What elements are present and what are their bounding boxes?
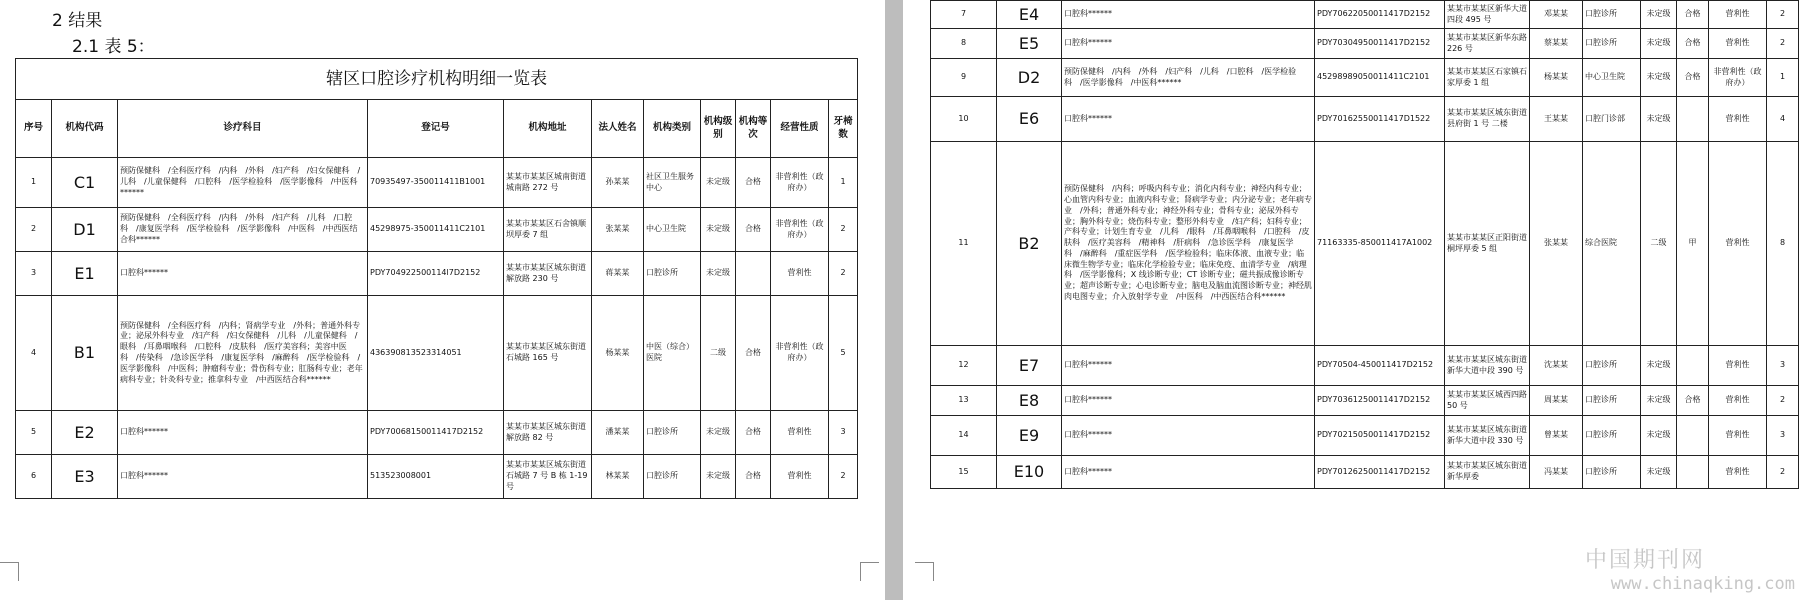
- cell-code: E7: [997, 346, 1062, 386]
- cell-legal: 张某某: [1530, 142, 1583, 346]
- header-cell: 机构地址: [504, 100, 592, 158]
- cell-grade: 合格: [1677, 29, 1709, 59]
- header-cell: 登记号: [368, 100, 504, 158]
- header-cell: 机构等次: [736, 100, 771, 158]
- cell-code: E3: [52, 455, 118, 499]
- cell-reg: 45298989050011411C2101: [1315, 59, 1445, 97]
- cell-reg: 45298975-350011411C2101: [368, 208, 504, 252]
- cell-seq: 10: [931, 97, 997, 142]
- table-row: [931, 1, 1799, 29]
- cell-nature: 营利性: [771, 252, 829, 296]
- cell-addr: 某某市某某区新华东路 226 号: [1445, 29, 1530, 59]
- cell-chairs: 5: [829, 296, 858, 411]
- table-row: [16, 208, 858, 252]
- cell-type: 口腔诊所: [644, 455, 701, 499]
- cell-grade: [736, 252, 771, 296]
- cell-seq: 1: [16, 158, 52, 208]
- cell-grade: 合格: [1677, 59, 1709, 97]
- cell-seq: 15: [931, 456, 997, 489]
- table-row: [931, 29, 1799, 59]
- cell-nature: 营利性: [1709, 29, 1767, 59]
- cell-reg: PDY70215050011417D2152: [1315, 416, 1445, 456]
- cell-reg: 70935497-350011411B1001: [368, 158, 504, 208]
- cell-legal: 杨某某: [592, 296, 644, 411]
- cell-code: E9: [997, 416, 1062, 456]
- cell-grade: 合格: [736, 411, 771, 455]
- page-corner-mark: [0, 562, 19, 581]
- cell-addr: 某某市某某区城东街道石城路 165 号: [504, 296, 592, 411]
- cell-code: D1: [52, 208, 118, 252]
- cell-level: 未定级: [1641, 1, 1677, 29]
- cell-seq: 5: [16, 411, 52, 455]
- cell-addr: 某某市某某区城东街道新华大道中段 330 号: [1445, 416, 1530, 456]
- cell-type: 口腔诊所: [1583, 29, 1641, 59]
- cell-chairs: 2: [829, 252, 858, 296]
- cell-level: 未定级: [701, 455, 736, 499]
- cell-level: 未定级: [1641, 59, 1677, 97]
- cell-chairs: 2: [829, 455, 858, 499]
- cell-addr: 某某市某某区石家镇石家厚委 1 组: [1445, 59, 1530, 97]
- cell-level: 未定级: [1641, 416, 1677, 456]
- cell-grade: [1677, 346, 1709, 386]
- cell-grade: 合格: [736, 296, 771, 411]
- cell-type: 口腔门诊部: [1583, 97, 1641, 142]
- cell-subjects: 口腔科******: [1062, 29, 1315, 59]
- table-row: [931, 386, 1799, 416]
- page-corner-mark: [860, 562, 879, 581]
- cell-legal: 周某某: [1530, 386, 1583, 416]
- cell-reg: PDY70126250011417D2152: [1315, 456, 1445, 489]
- table-row: [931, 59, 1799, 97]
- cell-nature: 非营利性（政府办）: [771, 296, 829, 411]
- cell-addr: 某某市某某区城东街道解放路 230 号: [504, 252, 592, 296]
- section-heading: 2 结果: [52, 11, 103, 31]
- cell-legal: 蔡某某: [1530, 29, 1583, 59]
- cell-legal: 杨某某: [1530, 59, 1583, 97]
- header-cell: 机构代码: [52, 100, 118, 158]
- page-left: [0, 0, 885, 600]
- table-body-left: [16, 158, 858, 499]
- cell-level: 未定级: [701, 208, 736, 252]
- cell-reg: PDY70622050011417D2152: [1315, 1, 1445, 29]
- cell-type: 口腔诊所: [644, 252, 701, 296]
- table-row: [931, 416, 1799, 456]
- cell-legal: 邓某某: [1530, 1, 1583, 29]
- cell-code: E4: [997, 1, 1062, 29]
- cell-level: 未定级: [1641, 29, 1677, 59]
- cell-subjects: 口腔科******: [1062, 456, 1315, 489]
- cell-seq: 13: [931, 386, 997, 416]
- cell-seq: 6: [16, 455, 52, 499]
- header-cell: 经营性质: [771, 100, 829, 158]
- cell-addr: 某某市某某区新华大道四段 495 号: [1445, 1, 1530, 29]
- cell-chairs: 1: [1767, 59, 1799, 97]
- cell-subjects: 口腔科******: [1062, 97, 1315, 142]
- cell-type: 口腔诊所: [644, 411, 701, 455]
- table-row: [16, 455, 858, 499]
- cell-nature: 非营利性（政府办）: [771, 208, 829, 252]
- cell-chairs: 2: [829, 208, 858, 252]
- cell-subjects: 口腔科******: [1062, 386, 1315, 416]
- cell-reg: PDY70068150011417D2152: [368, 411, 504, 455]
- table-row: [16, 252, 858, 296]
- cell-code: D2: [997, 59, 1062, 97]
- cell-level: 未定级: [1641, 456, 1677, 489]
- cell-level: 未定级: [701, 411, 736, 455]
- cell-type: 口腔诊所: [1583, 1, 1641, 29]
- cell-type: 口腔诊所: [1583, 386, 1641, 416]
- header-cell: 诊疗科目: [118, 100, 368, 158]
- cell-level: 未定级: [1641, 346, 1677, 386]
- cell-type: 综合医院: [1583, 142, 1641, 346]
- cell-reg: PDY70162550011417D1522: [1315, 97, 1445, 142]
- cell-addr: 某某市某某区城南街道城南路 272 号: [504, 158, 592, 208]
- cell-type: 中心卫生院: [1583, 59, 1641, 97]
- cell-legal: 王某某: [1530, 97, 1583, 142]
- clinic-table-right: [930, 0, 1799, 489]
- table-row: [931, 97, 1799, 142]
- cell-addr: 某某市某某区石舍镇顺坝厚委 7 组: [504, 208, 592, 252]
- header-cell: 机构类别: [644, 100, 701, 158]
- cell-code: E1: [52, 252, 118, 296]
- cell-reg: PDY70304950011417D2152: [1315, 29, 1445, 59]
- table-title: 辖区口腔诊疗机构明细一览表: [16, 59, 858, 100]
- cell-chairs: 1: [829, 158, 858, 208]
- cell-subjects: 口腔科******: [118, 252, 368, 296]
- cell-grade: 甲: [1677, 142, 1709, 346]
- cell-seq: 9: [931, 59, 997, 97]
- header-cell: 机构级别: [701, 100, 736, 158]
- cell-chairs: 2: [1767, 456, 1799, 489]
- cell-seq: 11: [931, 142, 997, 346]
- header-cell: 牙椅数: [829, 100, 858, 158]
- cell-addr: 某某市某某区城东街道县府街 1 号 二楼: [1445, 97, 1530, 142]
- cell-nature: 营利性: [1709, 142, 1767, 346]
- cell-subjects: 口腔科******: [118, 455, 368, 499]
- cell-nature: 营利性: [771, 411, 829, 455]
- cell-legal: 曾某某: [1530, 416, 1583, 456]
- cell-reg: 71163335-850011417A1002: [1315, 142, 1445, 346]
- cell-reg: PDY70504-450011417D2152: [1315, 346, 1445, 386]
- cell-subjects: 口腔科******: [1062, 346, 1315, 386]
- cell-subjects: 预防保健科 /全科医疗科 /内科；肾病学专业 /外科；普通外科专业；泌尿外科专业 /妇产科 /妇女保健科 /儿科 /儿童保健科 /眼科 /耳鼻咽喉科 /口腔科 /皮肤科 /医疗美容科；美容中医科 /传染科 /急诊医学科 /康复医学科 /麻醉科 /医学检验科 /医学影像科 /中医科；肿瘤科专业；骨伤科专业；肛肠科专业；老年病科专业；针灸科专业；推拿科专业 /中西医结合科******: [118, 296, 368, 411]
- cell-code: B1: [52, 296, 118, 411]
- header-cell: 法人姓名: [592, 100, 644, 158]
- table-row: [931, 456, 1799, 489]
- cell-subjects: 口腔科******: [1062, 1, 1315, 29]
- page-corner-mark: [915, 562, 934, 581]
- cell-reg: PDY70361250011417D2152: [1315, 386, 1445, 416]
- cell-legal: 孙某某: [592, 158, 644, 208]
- cell-nature: 营利性: [1709, 1, 1767, 29]
- cell-type: 口腔诊所: [1583, 416, 1641, 456]
- cell-legal: 蒋某某: [592, 252, 644, 296]
- cell-level: 二级: [1641, 142, 1677, 346]
- cell-reg: 513523008001: [368, 455, 504, 499]
- cell-subjects: 预防保健科 /全科医疗科 /内科 /外科 /妇产科 /儿科 /口腔科 /康复医学科 /医学检验科 /医学影像科 /中医科 /中西医结合科******: [118, 208, 368, 252]
- cell-addr: 某某市某某区城东街道解放路 82 号: [504, 411, 592, 455]
- cell-chairs: 2: [1767, 29, 1799, 59]
- cell-code: B2: [997, 142, 1062, 346]
- cell-nature: 营利性: [771, 455, 829, 499]
- table-row: [16, 296, 858, 411]
- cell-grade: 合格: [736, 208, 771, 252]
- cell-chairs: 3: [829, 411, 858, 455]
- cell-seq: 2: [16, 208, 52, 252]
- watermark-text: 中国期刊网: [1584, 548, 1705, 573]
- table-row: [931, 346, 1799, 386]
- cell-grade: [1677, 97, 1709, 142]
- cell-subjects: 口腔科******: [118, 411, 368, 455]
- cell-type: 口腔诊所: [1583, 456, 1641, 489]
- watermark: [1585, 543, 1795, 594]
- cell-code: C1: [52, 158, 118, 208]
- cell-grade: 合格: [736, 158, 771, 208]
- cell-code: E5: [997, 29, 1062, 59]
- cell-seq: 3: [16, 252, 52, 296]
- table-label: 2.1 表 5：: [72, 37, 155, 57]
- cell-legal: 沈某某: [1530, 346, 1583, 386]
- cell-grade: [1677, 456, 1709, 489]
- cell-nature: 营利性: [1709, 346, 1767, 386]
- cell-level: 未定级: [701, 158, 736, 208]
- cell-grade: 合格: [1677, 1, 1709, 29]
- cell-seq: 14: [931, 416, 997, 456]
- cell-chairs: 3: [1767, 346, 1799, 386]
- cell-type: 中心卫生院: [644, 208, 701, 252]
- cell-chairs: 8: [1767, 142, 1799, 346]
- cell-nature: 营利性: [1709, 97, 1767, 142]
- cell-chairs: 2: [1767, 1, 1799, 29]
- table-row: [16, 158, 858, 208]
- cell-subjects: 预防保健科 /内科 /外科 /妇产科 /儿科 /口腔科 /医学检验科 /医学影像科 /中医科******: [1062, 59, 1315, 97]
- cell-addr: 某某市某某区正阳街道桐坪厚委 5 组: [1445, 142, 1530, 346]
- cell-legal: 林某某: [592, 455, 644, 499]
- clinic-table-left: [15, 58, 858, 499]
- cell-chairs: 2: [1767, 386, 1799, 416]
- cell-chairs: 4: [1767, 97, 1799, 142]
- cell-legal: 潘某某: [592, 411, 644, 455]
- cell-grade: [1677, 416, 1709, 456]
- cell-addr: 某某市某某区城西四路 50 号: [1445, 386, 1530, 416]
- cell-code: E10: [997, 456, 1062, 489]
- watermark-url: www.chinaqking.com: [1610, 574, 1795, 594]
- cell-subjects: 口腔科******: [1062, 416, 1315, 456]
- cell-level: 未定级: [1641, 97, 1677, 142]
- cell-nature: 非营利性（政府办）: [1709, 59, 1767, 97]
- table-row: [16, 411, 858, 455]
- header-cell: 序号: [16, 100, 52, 158]
- cell-addr: 某某市某某区城东街道新华厚委: [1445, 456, 1530, 489]
- cell-level: 未定级: [1641, 386, 1677, 416]
- cell-nature: 非营利性（政府办）: [771, 158, 829, 208]
- cell-legal: 张某某: [592, 208, 644, 252]
- cell-level: 未定级: [701, 252, 736, 296]
- cell-grade: 合格: [736, 455, 771, 499]
- cell-code: E8: [997, 386, 1062, 416]
- header-row: [16, 100, 858, 158]
- cell-reg: PDY704922500114l7D2152: [368, 252, 504, 296]
- cell-code: E2: [52, 411, 118, 455]
- cell-reg: 436390813523314051: [368, 296, 504, 411]
- cell-code: E6: [997, 97, 1062, 142]
- cell-subjects: 预防保健科 /内科；呼吸内科专业；消化内科专业；神经内科专业；心血管内科专业；血液内科专业；肾病学专业；内分泌专业；老年病专业 /外科；普通外科专业；神经外科专业；骨科专业；泌尿外科专业；胸外科专业；烧伤科专业；整形外科专业 /妇产科；妇科专业；产科专业；计划生育专业 /儿科 /眼科 /耳鼻咽喉科 /口腔科 /皮肤科 /医疗美容科 /精神科 /肝病科 /急诊医学科 /康复医学科 /麻醉科 /重症医学科 /医学检验科；临床体液、血液专业；临床微生物学专业；临床化学检验专业；临床免疫、血清学专业 /病理科 /医学影像科；X 线诊断专业；CT 诊断专业；磁共振成像诊断专业；超声诊断专业；心电诊断专业；脑电及脑血流图诊断专业；神经肌肉电图专业；介入放射学专业 /中医科 /中西医结合科******: [1062, 142, 1315, 346]
- cell-addr: 某某市某某区城东街道石城路 7 号 B 栋 1-19 号: [504, 455, 592, 499]
- table-body-right: [931, 1, 1799, 489]
- cell-chairs: 3: [1767, 416, 1799, 456]
- cell-nature: 营利性: [1709, 386, 1767, 416]
- cell-seq: 8: [931, 29, 997, 59]
- cell-legal: 冯某某: [1530, 456, 1583, 489]
- page-right: [903, 0, 1817, 600]
- table-row: [931, 142, 1799, 346]
- cell-level: 二级: [701, 296, 736, 411]
- cell-type: 口腔诊所: [1583, 346, 1641, 386]
- cell-type: 中医（综合）医院: [644, 296, 701, 411]
- cell-seq: 12: [931, 346, 997, 386]
- cell-seq: 7: [931, 1, 997, 29]
- cell-subjects: 预防保健科 /全科医疗科 /内科 /外科 /妇产科 /妇女保健科 /儿科 /儿童保健科 /口腔科 /医学检验科 /医学影像科 /中医科******: [118, 158, 368, 208]
- cell-seq: 4: [16, 296, 52, 411]
- cell-nature: 营利性: [1709, 416, 1767, 456]
- cell-addr: 某某市某某区城东街道新华大道中段 390 号: [1445, 346, 1530, 386]
- cell-type: 社区卫生服务中心: [644, 158, 701, 208]
- cell-grade: 合格: [1677, 386, 1709, 416]
- cell-nature: 营利性: [1709, 456, 1767, 489]
- page-separator: [885, 0, 903, 600]
